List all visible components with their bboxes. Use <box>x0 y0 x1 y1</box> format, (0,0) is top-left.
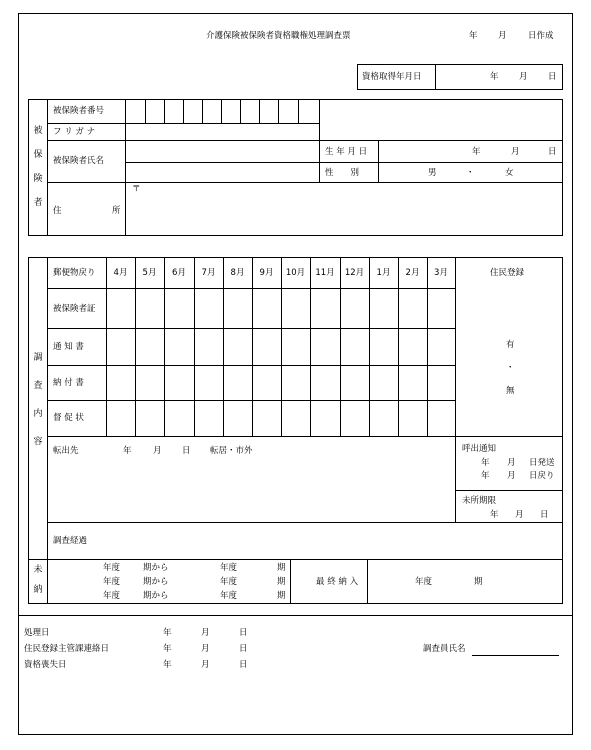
survey-progress-label: 調査経過 <box>53 536 88 546</box>
row-label-payment-slip: 納 付 書 <box>53 378 84 388</box>
footer-row-label: 資格喪失日 <box>24 660 67 670</box>
month-label: 3月 <box>434 268 448 278</box>
footer-row-label: 住民登録主管課連絡日 <box>24 644 110 654</box>
survey-grid-cell[interactable] <box>136 329 164 365</box>
survey-grid-cell[interactable] <box>311 329 340 365</box>
footer-month: 月 <box>201 628 210 638</box>
furigana-label: フ リ ガ ナ <box>53 127 96 137</box>
unpaid-nendo-to: 年度 <box>220 563 238 573</box>
insured-number-digit-5[interactable] <box>203 100 221 122</box>
survey-grid-cell[interactable] <box>282 329 310 365</box>
row-label-insurance-card: 被保険者証 <box>53 304 96 314</box>
survey-grid-cell[interactable] <box>399 401 427 436</box>
acquisition-date-label: 資格取得年月日 <box>362 72 422 82</box>
insured-number-label: 被保険者番号 <box>53 106 105 116</box>
survey-grid-cell[interactable] <box>341 329 369 365</box>
month-label: 1月 <box>376 268 391 278</box>
row-label-reminder: 督 促 状 <box>53 413 84 423</box>
call-month-1: 月 <box>507 458 516 468</box>
unknown-deadline-label: 未所期限 <box>462 496 497 506</box>
call-month-2: 月 <box>507 471 516 481</box>
birth-month: 月 <box>511 147 520 157</box>
sex-male: 男 <box>428 168 437 178</box>
call-notice-label: 呼出通知 <box>462 444 497 454</box>
unknown-day: 日 <box>540 510 549 520</box>
survey-grid-cell[interactable] <box>428 401 455 436</box>
resident-registration-label: 住民登録 <box>490 268 525 278</box>
month-label: 9月 <box>259 268 274 278</box>
insured-number-digit-7[interactable] <box>241 100 259 122</box>
footer-day: 日 <box>239 628 248 638</box>
month-label: 2月 <box>405 268 420 278</box>
created-month: 月 <box>498 31 507 41</box>
survey-grid-cell[interactable] <box>107 366 135 400</box>
sex-female: 女 <box>505 168 514 178</box>
survey-grid-cell[interactable] <box>428 366 455 400</box>
unpaid-to: 期 <box>277 591 286 601</box>
survey-grid-cell[interactable] <box>311 289 340 328</box>
insured-number-digit-6[interactable] <box>222 100 240 122</box>
unpaid-to: 期 <box>277 563 286 573</box>
footer-year: 年 <box>163 628 172 638</box>
unpaid-from: 期から <box>143 577 169 587</box>
survey-grid-cell[interactable] <box>282 366 310 400</box>
insured-number-digit-2[interactable] <box>146 100 164 122</box>
survey-grid-cell[interactable] <box>428 289 455 328</box>
survey-grid-cell[interactable] <box>195 366 223 400</box>
month-label: 8月 <box>230 268 245 278</box>
call-sent: 日発送 <box>529 458 555 468</box>
insured-number-digit-9[interactable] <box>279 100 298 122</box>
footer-year: 年 <box>163 644 172 654</box>
returned-mail-label: 郵便物戻り <box>53 268 96 278</box>
postal-mark: 〒 <box>132 184 141 194</box>
address-label-1: 住 <box>53 206 62 216</box>
call-returned: 日戻り <box>529 471 555 481</box>
created-day: 日作成 <box>528 31 554 41</box>
sex-label: 性 別 <box>325 168 360 178</box>
survey-grid-cell[interactable] <box>195 329 223 365</box>
survey-grid-cell[interactable] <box>165 329 194 365</box>
survey-grid-cell[interactable] <box>136 401 164 436</box>
moved-year: 年 <box>123 446 132 456</box>
unpaid-section-label: 未 納 <box>33 565 43 595</box>
survey-grid-cell[interactable] <box>341 401 369 436</box>
moved-type: 転居・市外 <box>210 446 253 456</box>
unpaid-to: 期 <box>277 577 286 587</box>
survey-grid-cell[interactable] <box>311 401 340 436</box>
insured-number-digit-10[interactable] <box>299 100 319 122</box>
resident-dot: ・ <box>506 363 515 373</box>
survey-grid-cell[interactable] <box>107 401 135 436</box>
insured-number-digit-4[interactable] <box>184 100 202 122</box>
survey-grid-cell[interactable] <box>136 366 164 400</box>
investigator-signature-line[interactable] <box>472 655 559 656</box>
insured-number-digit-1[interactable] <box>126 100 145 122</box>
survey-grid-cell[interactable] <box>224 366 252 400</box>
survey-grid-cell[interactable] <box>399 289 427 328</box>
month-label: 10月 <box>285 268 306 278</box>
month-label: 5月 <box>142 268 157 278</box>
survey-grid-cell[interactable] <box>311 366 340 400</box>
address-label-2: 所 <box>112 206 121 216</box>
insured-number-digit-3[interactable] <box>165 100 183 122</box>
unpaid-nendo: 年度 <box>103 563 121 573</box>
call-year-2: 年 <box>481 471 490 481</box>
footer-year: 年 <box>163 660 172 670</box>
survey-grid-cell[interactable] <box>195 401 223 436</box>
unpaid-nendo: 年度 <box>103 591 121 601</box>
survey-grid-cell[interactable] <box>253 366 281 400</box>
footer-row-label: 処理日 <box>24 628 50 638</box>
footer-month: 月 <box>201 644 210 654</box>
survey-grid-cell[interactable] <box>107 289 135 328</box>
form-title: 介護保険被保険者資格職権処理調査票 <box>206 31 351 41</box>
survey-grid-cell[interactable] <box>282 289 310 328</box>
sex-dot: ・ <box>466 168 475 178</box>
survey-section-label: 調 査 内 容 <box>33 353 43 447</box>
unpaid-nendo-to: 年度 <box>220 591 238 601</box>
acquisition-month: 月 <box>519 72 528 82</box>
resident-yes: 有 <box>506 340 515 350</box>
unpaid-nendo-to: 年度 <box>220 577 238 587</box>
insured-number-digit-8[interactable] <box>260 100 278 122</box>
survey-grid-cell[interactable] <box>165 289 194 328</box>
moved-to-label: 転出先 <box>53 446 79 456</box>
last-paid-ki: 期 <box>474 577 483 587</box>
footer-day: 日 <box>239 660 248 670</box>
footer-month: 月 <box>201 660 210 670</box>
survey-grid-cell[interactable] <box>253 329 281 365</box>
survey-grid-cell[interactable] <box>253 289 281 328</box>
unpaid-from: 期から <box>143 563 169 573</box>
month-label: 6月 <box>172 268 186 278</box>
acquisition-year: 年 <box>490 72 499 82</box>
survey-grid-cell[interactable] <box>136 289 164 328</box>
survey-grid-cell[interactable] <box>341 289 369 328</box>
month-label: 7月 <box>201 268 216 278</box>
survey-grid-cell[interactable] <box>224 401 252 436</box>
survey-grid-cell[interactable] <box>107 329 135 365</box>
moved-day: 日 <box>182 446 191 456</box>
insured-section-label: 被 保 険 者 <box>33 126 43 208</box>
month-label: 4月 <box>113 268 128 278</box>
created-year: 年 <box>469 31 478 41</box>
survey-grid-cell[interactable] <box>195 289 223 328</box>
last-paid-nendo: 年度 <box>415 577 433 587</box>
footer-day: 日 <box>239 644 248 654</box>
survey-grid-cell[interactable] <box>399 329 427 365</box>
row-label-notice: 通 知 書 <box>53 342 84 352</box>
unpaid-from: 期から <box>143 591 169 601</box>
acquisition-day: 日 <box>548 72 557 82</box>
investigator-label: 調査員氏名 <box>423 644 466 654</box>
birth-year: 年 <box>472 147 481 157</box>
survey-grid-cell[interactable] <box>370 366 398 400</box>
survey-grid-cell[interactable] <box>165 366 194 400</box>
birth-day: 日 <box>548 147 557 157</box>
resident-no: 無 <box>506 386 515 396</box>
survey-grid-cell[interactable] <box>428 329 455 365</box>
survey-grid-cell[interactable] <box>341 366 369 400</box>
unknown-month: 月 <box>515 510 524 520</box>
birth-date-label: 生 年 月 日 <box>325 147 368 157</box>
survey-grid-cell[interactable] <box>282 401 310 436</box>
call-year-1: 年 <box>481 458 490 468</box>
survey-grid-cell[interactable] <box>165 401 194 436</box>
unknown-year: 年 <box>490 510 499 520</box>
survey-grid-cell[interactable] <box>224 289 252 328</box>
survey-grid-cell[interactable] <box>370 289 398 328</box>
moved-month: 月 <box>153 446 162 456</box>
survey-grid-cell[interactable] <box>370 329 398 365</box>
survey-grid-cell[interactable] <box>370 401 398 436</box>
insured-name-label: 被保険者氏名 <box>53 156 105 166</box>
last-paid-label: 最 終 納 入 <box>316 577 359 587</box>
survey-grid-cell[interactable] <box>399 366 427 400</box>
month-label: 12月 <box>344 268 365 278</box>
month-label: 11月 <box>315 268 335 278</box>
unpaid-nendo: 年度 <box>103 577 121 587</box>
survey-grid-cell[interactable] <box>253 401 281 436</box>
survey-grid-cell[interactable] <box>224 329 252 365</box>
